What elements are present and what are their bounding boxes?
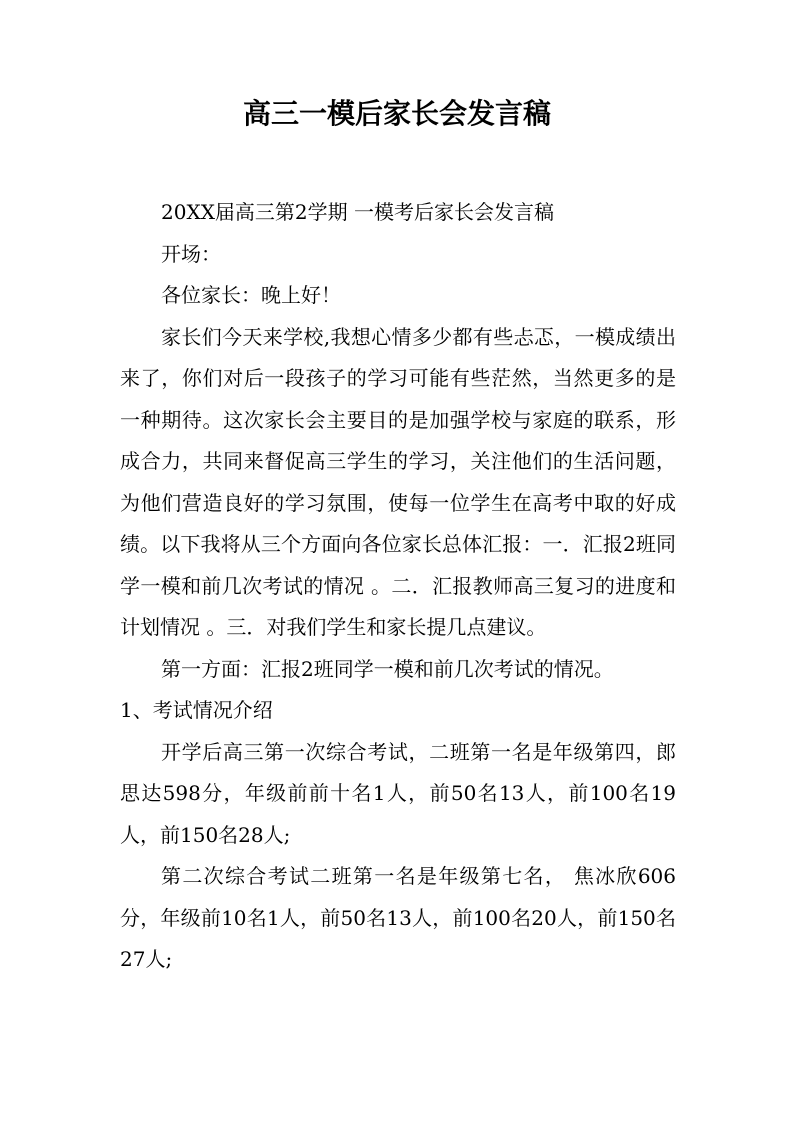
paragraph-section-one-heading: 第一方面：汇报2班同学一模和前几次考试的情况。 <box>161 656 614 681</box>
paragraph-opening-label: 开场： <box>161 241 221 266</box>
paragraph-second-exam: 第二次综合考试二班第一名是年级第七名， 焦冰欣606分，年级前10名1人，前50名13人，前100名20人，前150名27人; <box>120 864 676 971</box>
document-title: 高三一模后家长会发言稿 <box>242 97 551 130</box>
paragraph-greeting: 各位家长：晚上好！ <box>161 283 341 307</box>
paragraph-first-exam: 开学后高三第一次综合考试，二班第一名是年级第四，郎思达598分，年级前前十名1人，前50名13人，前100名19人，前150名28人; <box>120 739 676 847</box>
paragraph-introduction: 家长们今天来学校,我想心情多少都有些忐忑，一模成绩出来了，你们对后一段孩子的学习可能有些茫然，当然更多的是一种期待。这次家长会主要目的是加强学校与家庭的联系，形成合力，共同来督促高三学生的学习，关注他们的生活问题，为他们营造良好的学习氛围，使每一位学生在高考中取的好成绩。以下我将从三个方面向各位家长总体汇报：一．汇报2班同学一模和前几次考试的情况 。二．汇报教师高三复习的进度和计划情况 。三．对我们学生和家长提几点建议。 <box>120 324 676 639</box>
document-body <box>120 192 676 981</box>
paragraph-subtitle: 20XX届高三第2学期 一模考后家长会发言稿 <box>161 200 555 224</box>
paragraph-exam-intro-heading: 1、考试情况介绍 <box>120 698 273 722</box>
